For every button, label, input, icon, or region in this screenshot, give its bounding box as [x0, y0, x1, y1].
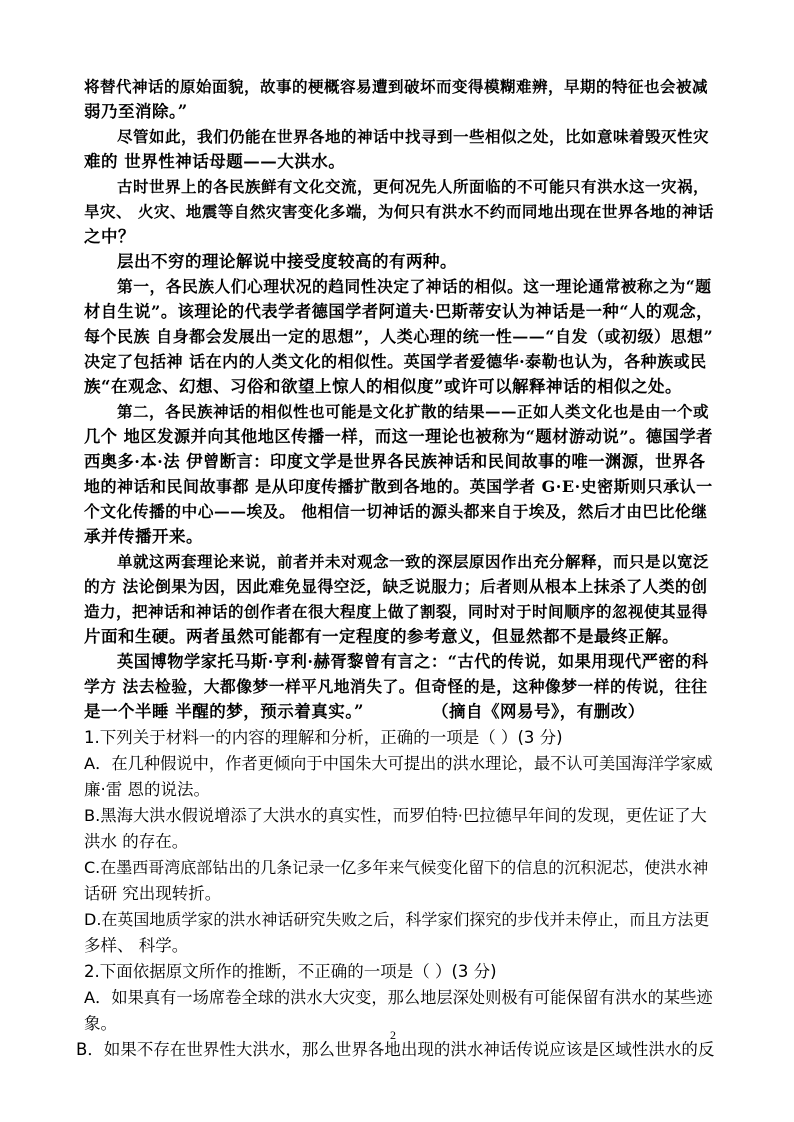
article-line: 材自生说”。该理论的代表学者德国学者阿道夫·巴斯蒂安认为神话是一种“人的观念，	[84, 302, 713, 321]
article-line: 单就这两套理论来说，前者并未对观念一致的深层原因作出充分解释，而只是以宽泛	[117, 552, 710, 571]
article-line: 造力，把神话和神话的创作者在很大程度上做了割裂，同时对于时间顺序的忽视使其显得	[84, 602, 709, 621]
page-number: 2	[390, 1028, 396, 1042]
article-line: 决定了包括神 话在内的人类文化的相似性。英国学者爱德华·泰勒也认为，各种族或民	[84, 352, 707, 371]
article-line: 之中？	[84, 227, 135, 246]
article-line: 难的 世界性神话母题——大洪水。	[84, 152, 346, 171]
question-option: A．如果真有一场席卷全球的洪水大灾变，那么地层深处则极有可能保留有洪水的某些迹	[84, 988, 713, 1007]
article-line: 西奥多·本·法 伊曾断言：印度文学是世界各民族神话和民间故事的唯一渊源，世界各	[84, 452, 706, 471]
question-option: 象。	[84, 1014, 117, 1033]
article-line: 每个民族 自身都会发展出一定的思想”，人类心理的统一性——“自发（或初级）思想”	[84, 327, 714, 346]
question-option: 多样、 科学。	[84, 936, 189, 955]
article-line: 学方 法去检验，大都像梦一样平凡地消失了。但奇怪的是，这种像梦一样的传说，往往	[84, 677, 708, 696]
question-option: 洪水 的存在。	[84, 832, 189, 851]
question-stem: 1.下列关于材料一的内容的理解和分析，正确的一项是（ ）(3 分)	[84, 728, 563, 747]
article-line: 第二，各民族神话的相似性也可能是文化扩散的结果——正如人类文化也是由一个或	[117, 402, 710, 421]
article-line: 的方 法论倒果为因，因此难免显得空泛，缺乏说服力；后者则从根本上抹杀了人类的创	[84, 577, 708, 596]
question-option: 廉·雷 恩的说法。	[84, 780, 210, 799]
article-line: 是一个半睡 半醒的梦，预示着真实。”	[84, 702, 364, 721]
article-line: 将替代神话的原始面貌，故事的梗概容易遭到破坏而变得模糊难辨，早期的特征也会被减	[84, 77, 709, 96]
question-option: A．在几种假说中，作者更倾向于中国朱大可提出的洪水理论，最不认可美国海洋学家威	[84, 754, 713, 773]
article-line: 古时世界上的各民族鲜有文化交流，更何况先人所面临的不可能只有洪水这一灾祸，	[117, 177, 710, 196]
question-option: C.在墨西哥湾底部钻出的几条记录一亿多年来气候变化留下的信息的沉积泥芯，使洪水神	[84, 858, 709, 877]
question-option: B．如果不存在世界性大洪水，那么世界各地出现的洪水神话传说应该是区域性洪水的反	[76, 1040, 715, 1059]
article-line: 英国博物学家托马斯·亨利·赫胥黎曾有言之：“古代的传说，如果用现代严密的科	[117, 652, 709, 671]
article-line: 族“在观念、幻想、习俗和欲望上惊人的相似度”或许可以解释神话的相似之处。	[84, 377, 682, 396]
article-line: 承并传播开来。	[84, 527, 203, 546]
article-line: 片面和生硬。两者虽然可能都有一定程度的参考意义，但显然都不是最终正解。	[84, 627, 679, 646]
article-line: 第一，各民族人们心理状况的趋同性决定了神话的相似。这一理论通常被称之为“题	[117, 277, 712, 296]
article-line: 尽管如此，我们仍能在世界各地的神话中找寻到一些相似之处，比如意味着毁灭性灾	[117, 127, 710, 146]
article-line: 几个 地区发源并向其他地区传播一样，而这一理论也被称为“题材游动说”。德国学者	[84, 427, 713, 446]
question-stem: 2.下面依据原文所作的推断，不正确的一项是（ ）(3 分)	[84, 962, 497, 981]
article-line: 弱乃至消除。”	[84, 102, 188, 121]
question-option: 话研 究出现转折。	[84, 884, 222, 903]
article-source: （摘自《网易号》，有删改）	[432, 702, 645, 721]
question-option: B.黑海大洪水假说增添了大洪水的真实性，而罗伯特·巴拉德早年间的发现，更佐证了大	[84, 806, 707, 825]
article-line: 旱灾、 火灾、地震等自然灾害变化多端，为何只有洪水不约而同地出现在世界各地的神话	[84, 202, 714, 221]
article-line: 层出不穷的理论解说中接受度较高的有两种。	[117, 252, 457, 271]
article-line: 个文化传播的中心——埃及。 他相信一切神话的源头都来自于埃及，然后才由巴比伦继	[84, 502, 708, 521]
question-option: D.在英国地质学家的洪水神话研究失败之后，科学家们探究的步伐并未停止，而且方法更	[84, 910, 710, 929]
article-line: 地的神话和民间故事都 是从印度传播扩散到各地的。英国学者 G·E·史密斯则只承认一	[84, 477, 713, 496]
